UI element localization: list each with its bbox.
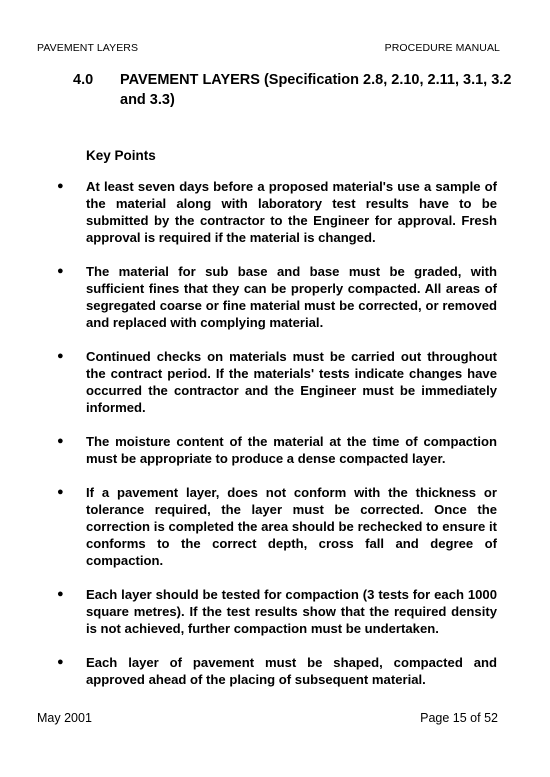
footer-page-number: Page 15 of 52 (420, 711, 498, 725)
bullet-icon: ● (57, 350, 64, 362)
bullet-text: Continued checks on materials must be carried out throughout the contract period. If the materials' tests indicate changes have occurred the contractor and the Engineer must be immediately informed. (86, 349, 497, 415)
list-item (55, 348, 497, 416)
bullet-text: If a pavement layer, does not conform with the thickness or tolerance required, the layer must be corrected. Once the correction is completed the area should be rechecked to ensure it conforms to the correct depth, cross fall and degree of compaction. (86, 485, 497, 568)
bullet-text: Each layer should be tested for compaction (3 tests for each 1000 square metres). If the test results show that the required density is not achieved, further compaction must be undertaken. (86, 587, 497, 636)
bullet-text: The moisture content of the material at the time of compaction must be appropriate to produce a dense compacted layer. (86, 434, 497, 466)
bullet-icon: ● (57, 656, 64, 668)
section-number: 4.0 (73, 72, 94, 88)
list-item (55, 654, 497, 688)
bullet-icon: ● (57, 180, 64, 192)
section-title: PAVEMENT LAYERS (Specification 2.8, 2.10, 2.11, 3.1, 3.2 and 3.3) (120, 72, 512, 108)
bullet-icon: ● (57, 486, 64, 498)
bullet-text: Each layer of pavement must be shaped, compacted and approved ahead of the placing of subsequent material. (86, 655, 497, 687)
running-header (37, 42, 500, 54)
list-item (55, 586, 497, 637)
bullet-text: At least seven days before a proposed material's use a sample of the material along with laboratory test results have to be submitted by the contractor to the Engineer for approval. Fresh approval is required if the material is changed. (86, 179, 497, 245)
list-item (55, 263, 497, 331)
header-right-text: PROCEDURE MANUAL (384, 42, 500, 54)
list-item (55, 178, 497, 246)
running-footer (37, 711, 498, 725)
list-item (55, 433, 497, 467)
bullet-icon: ● (57, 588, 64, 600)
key-points-list (55, 178, 497, 705)
bullet-icon: ● (57, 435, 64, 447)
bullet-text: The material for sub base and base must be graded, with sufficient fines that they can be properly compacted. All areas of segregated coarse or fine material must be corrected, or removed and replaced with complying material. (86, 264, 497, 330)
section-heading (73, 70, 513, 110)
footer-date: May 2001 (37, 711, 92, 725)
key-points-label: Key Points (86, 148, 156, 163)
bullet-icon: ● (57, 265, 64, 277)
list-item (55, 484, 497, 569)
header-left-text: PAVEMENT LAYERS (37, 42, 139, 54)
